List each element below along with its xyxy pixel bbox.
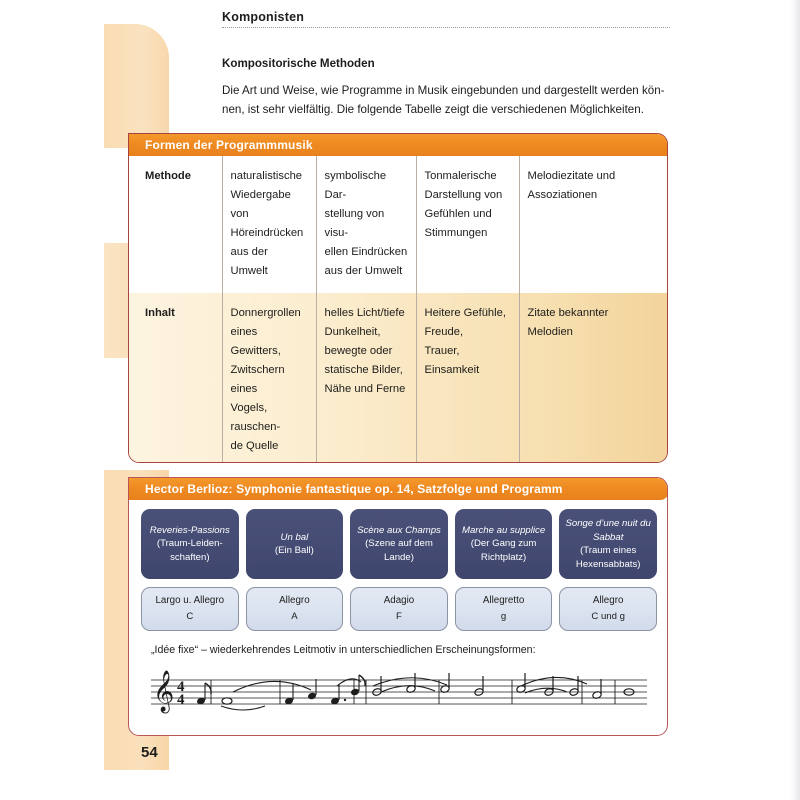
tempo-box-1: [141, 587, 239, 631]
page-left-margin: [0, 0, 104, 800]
intro-block: [222, 57, 674, 119]
movement-box-1: [141, 509, 239, 579]
movement-box-3: [350, 509, 448, 579]
tempo-label-2: Allegro: [279, 594, 310, 606]
intro-heading: Kompositorische Methoden: [222, 57, 375, 70]
page-number: 54: [141, 744, 158, 761]
movement-sub1-4: (Der Gang zum: [470, 538, 537, 550]
programmmusik-table-panel: [128, 133, 668, 463]
movement-box-2: [246, 509, 344, 579]
page-right-edge-shadow: [790, 0, 800, 800]
tempo-box-5: [559, 587, 657, 631]
time-signature-numerator: 4: [177, 679, 185, 695]
cell-inhalt-2: helles Licht/tiefe Dunkelheit, bewegte oder statische Bilder, Nähe und Ferne: [316, 293, 416, 463]
cell-methode-1: naturalistische Wiedergabe von Höreindrücken aus der Umwelt: [222, 156, 316, 293]
movement-title-5: Songe d’une nuit du Sabbat: [565, 518, 651, 543]
movement-title-1: Reveries-Passions: [149, 524, 230, 536]
treble-clef-icon: 𝄞: [153, 671, 175, 712]
movement-title-4: Marche au supplice: [461, 524, 546, 536]
movement-box-5: [559, 509, 657, 579]
running-head-title: Komponisten: [222, 10, 305, 24]
idee-fixe-caption: „Idée fixe“ – wiederkehrendes Leitmotiv in unterschiedlichen Erscheinungsformen:: [151, 644, 536, 656]
movement-box-4: [455, 509, 553, 579]
berlioz-panel: [128, 477, 668, 736]
movement-box-row: [141, 509, 657, 579]
cell-methode-4: Melodiezitate und Assoziationen: [519, 156, 667, 293]
tempo-key-3: F: [396, 611, 402, 623]
cell-inhalt-4: Zitate bekannter Melodien: [519, 293, 667, 463]
tempo-label-5: Allegro: [592, 594, 624, 606]
movement-title-2: Un bal: [280, 531, 309, 543]
movement-sub1-3: (Szene auf dem: [365, 538, 433, 550]
movement-title-3: Scène aux Champs: [357, 524, 441, 536]
movement-sub1-2: (Ein Ball): [274, 545, 314, 556]
cell-inhalt-3: Heitere Gefühle, Freude, Trauer, Einsamkeit: [416, 293, 519, 463]
cell-methode-3: Tonmalerische Darstellung von Gefühlen und Stimmungen: [416, 156, 519, 293]
tempo-box-4: [455, 587, 553, 631]
movement-sub2-5: Hexensabbats): [575, 558, 641, 570]
tempo-label-1: Largo u. Allegro: [155, 594, 225, 606]
tempo-box-3: [350, 587, 448, 631]
programmmusik-table: [129, 156, 667, 463]
intro-paragraph-line-1: Die Art und Weise, wie Programme in Musik eingebunden und dargestellt werden kön-: [222, 84, 665, 97]
movement-sub1-1: (Traum-Leiden-: [156, 538, 223, 550]
tempo-label-3: Adagio: [383, 594, 415, 606]
movement-sub2-3: Lande): [384, 551, 414, 563]
table-section-header: [129, 134, 668, 156]
intro-paragraph-line-2: nen, ist sehr vielfältig. Die folgende Tabelle zeigt die verschiedenen Möglichkeiten.: [222, 103, 644, 116]
row-label-inhalt: Inhalt: [145, 307, 175, 319]
berlioz-section-header: [129, 478, 668, 500]
berlioz-section-header-label: Hector Berlioz: Symphonie fantastique op. 14, Satzfolge und Programm: [145, 482, 563, 496]
row-label-methode: Methode: [145, 170, 191, 182]
tempo-key-1: C: [186, 611, 194, 623]
cell-methode-2: symbolische Dar- stellung von visu- ellen Eindrücken aus der Umwelt: [316, 156, 416, 293]
movement-sub1-5: (Traum eines: [580, 545, 637, 556]
time-signature-denominator: 4: [177, 692, 185, 708]
table-row-methode: [129, 156, 667, 293]
cell-inhalt-1: Donnergrollen eines Gewitters, Zwitschern eines Vogels, rauschen- de Quelle: [222, 293, 316, 463]
movement-sub2-4: Richtplatz): [480, 551, 527, 563]
table-row-inhalt: [129, 293, 667, 463]
left-margin-band-top: [104, 24, 169, 148]
tempo-key-4: g: [500, 611, 507, 623]
table-section-header-label: Formen der Programmmusik: [145, 138, 313, 152]
idee-fixe-score-svg: [149, 666, 649, 722]
running-head-rule: [222, 27, 670, 28]
tempo-key-2: A: [291, 611, 298, 623]
tempo-key-5: C und g: [591, 611, 625, 623]
movement-sub2-1: schaften): [170, 551, 210, 563]
running-head: [222, 10, 670, 28]
tempo-box-2: [246, 587, 344, 631]
music-notation-staff: [149, 666, 649, 722]
tempo-box-row: [141, 587, 657, 631]
tempo-label-4: Allegretto: [482, 594, 525, 606]
